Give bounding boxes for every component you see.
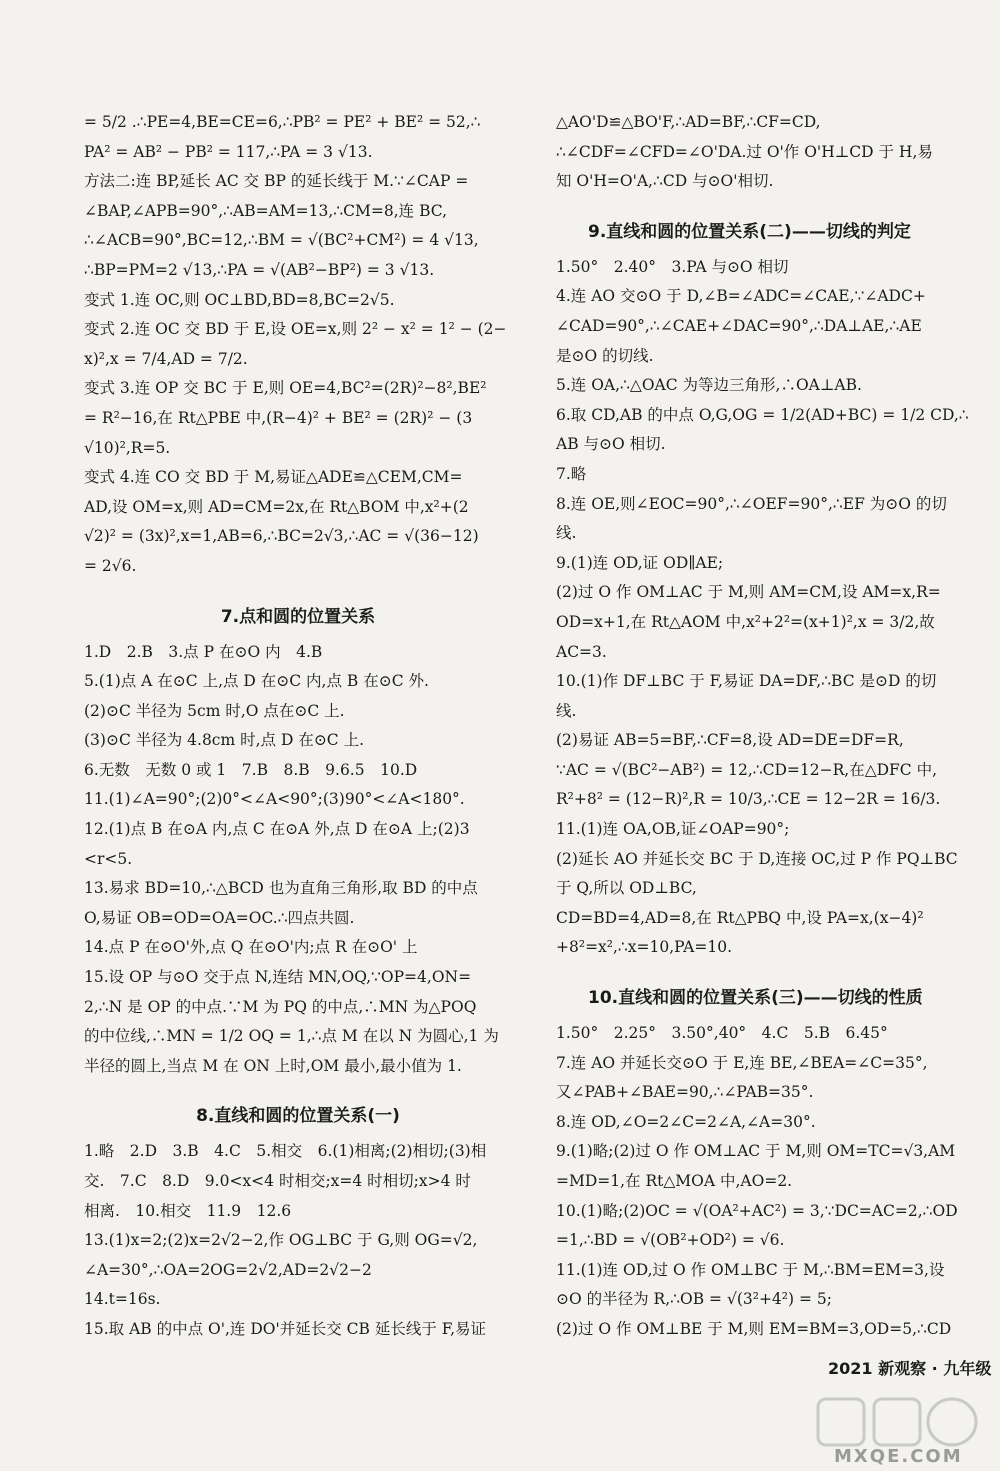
text-line: 方法二:连 BP,延长 AC 交 BP 的延长线于 M.∵∠CAP = — [84, 172, 469, 191]
section-gap — [556, 963, 992, 977]
text-line: O,易证 OB=OD=OA=OC.∴四点共圆. — [84, 908, 355, 927]
text-line: 11.(1)连 OD,过 O 作 OM⊥BC 于 M,∴BM=EM=3,设 — [556, 1260, 945, 1279]
text-line: 11.(1)连 OA,OB,证∠OAP=90°; — [556, 820, 790, 839]
text-line: =MD=1,在 Rt△MOA 中,AO=2. — [556, 1172, 793, 1190]
text-line: (2)过 O 作 OM⊥BE 于 M,则 EM=BM=3,OD=5,∴CD — [556, 1319, 952, 1338]
text-line: AC=3. — [556, 642, 607, 661]
text-line: 于 Q,所以 OD⊥BC, — [556, 879, 697, 898]
text-line: <r<5. — [84, 849, 133, 868]
text-line: (2)易证 AB=5=BF,∴CF=8,设 AD=DE=DF=R, — [556, 731, 904, 750]
text-line: 又∠PAB+∠BAE=90,∴∠PAB=35°. — [556, 1083, 814, 1102]
text-line: 相离. 10.相交 11.9 12.6 — [84, 1201, 292, 1220]
text-line: 变式 1.连 OC,则 OC⊥BD,BD=8,BC=2√5. — [84, 290, 395, 309]
text-line: = 2√6. — [84, 556, 137, 575]
text-line: 10.(1)略;(2)OC = √(OA²+AC²) = 3,∵DC=AC=2,∴OD — [556, 1201, 958, 1220]
text-line: 5.连 OA,∴△OAC 为等边三角形,∴OA⊥AB. — [556, 376, 862, 395]
text-line: 线. — [556, 701, 577, 720]
text-line: 15.取 AB 的中点 O',连 DO'并延长交 CB 延长线于 F,易证 — [84, 1319, 487, 1338]
text-line: ∠A=30°,∴OA=2OG=2√2,AD=2√2−2 — [84, 1260, 372, 1279]
text-line: OD=x+1,在 Rt△AOM 中,x²+2²=(x+1)²,x = 3/2,故 — [556, 612, 935, 631]
text-line: 4.连 AO 交⊙O 于 D,∠B=∠ADC=∠CAE,∵∠ADC+ — [556, 287, 926, 306]
text-line: = R²−16,在 Rt△PBE 中,(R−4)² + BE² = (2R)² − (3 — [84, 408, 473, 427]
text-line: √2)² = (3x)²,x=1,AB=6,∴BC=2√3,∴AC = √(36−12) — [84, 527, 479, 546]
text-line: (3)⊙C 半径为 4.8cm 时,点 D 在⊙C 上. — [84, 731, 365, 750]
text-line: = 5/2 .∴PE=4,BE=CE=6,∴PB² = PE² + BE² = 52,∴ — [84, 113, 481, 131]
text-line: x)²,x = 7/4,AD = 7/2. — [84, 349, 248, 368]
text-line: 2,∴N 是 OP 的中点.∵M 为 PQ 的中点,∴MN 为△POQ — [84, 997, 477, 1016]
section-gap — [84, 1081, 512, 1095]
text-line: 的中位线,∴MN = 1/2 OQ = 1,∴点 M 在以 N 为圆心,1 为 — [84, 1027, 499, 1046]
text-line: 9.(1)连 OD,证 OD∥AE; — [556, 553, 724, 572]
text-line: 1.50° 2.40° 3.PA 与⊙O 相切 — [556, 257, 789, 276]
text-line: 12.(1)点 B 在⊙A 内,点 C 在⊙A 外,点 D 在⊙A 上;(2)3 — [84, 820, 470, 839]
left-column — [84, 108, 512, 1345]
text-line: AD,设 OM=x,则 AD=CM=2x,在 Rt△BOM 中,x²+(2 — [84, 497, 469, 516]
text-line: AB 与⊙O 相切. — [556, 435, 666, 454]
text-line: 11.(1)∠A=90°;(2)0°<∠A<90°;(3)90°<∠A<180°. — [84, 790, 465, 809]
section-heading: 7.点和圆的位置关系 — [220, 606, 376, 627]
text-line: √10)²,R=5. — [84, 438, 171, 457]
text-line: +8²=x²,∴x=10,PA=10. — [556, 938, 733, 957]
text-line: 7.略 — [556, 464, 587, 483]
text-line: 6.取 CD,AB 的中点 O,G,OG = 1/2(AD+BC) = 1/2 CD,∴ — [556, 405, 969, 424]
section-heading: 8.直线和圆的位置关系(一) — [196, 1106, 400, 1127]
text-line: (2)过 O 作 OM⊥AC 于 M,则 AM=CM,设 AM=x,R= — [556, 583, 941, 602]
text-line: 1.D 2.B 3.点 P 在⊙O 内 4.B — [84, 642, 323, 661]
text-line: =1,∴BD = √(OB²+OD²) = √6. — [556, 1231, 785, 1250]
text-line: ∴∠ACB=90°,BC=12,∴BM = √(BC²+CM²) = 4 √13, — [84, 231, 479, 250]
section-heading: 9.直线和圆的位置关系(二)——切线的判定 — [588, 221, 911, 242]
text-line: △AO'D≌△BO'F,∴AD=BF,∴CF=CD, — [556, 113, 821, 131]
text-line: 1.50° 2.25° 3.50°,40° 4.C 5.B 6.45° — [556, 1024, 888, 1043]
text-line: 变式 4.连 CO 交 BD 于 M,易证△ADE≌△CEM,CM= — [84, 468, 463, 487]
text-line: 变式 2.连 OC 交 BD 于 E,设 OE=x,则 2² − x² = 1² − (2− — [84, 320, 507, 339]
text-line: ∴∠CDF=∠CFD=∠O'DA.过 O'作 O'H⊥CD 于 H,易 — [556, 142, 933, 161]
watermark-text: MXQE.COM — [834, 1446, 963, 1467]
text-line: (2)⊙C 半径为 5cm 时,O 点在⊙C 上. — [84, 701, 345, 720]
text-line: 8.连 OD,∠O=2∠C=2∠A,∠A=30°. — [556, 1112, 816, 1131]
text-line: ∴BP=PM=2 √13,∴PA = √(AB²−BP²) = 3 √13. — [84, 260, 435, 279]
text-line: ⊙O 的半径为 R,∴OB = √(3²+4²) = 5; — [556, 1290, 832, 1309]
text-line: 半径的圆上,当点 M 在 ON 上时,OM 最小,最小值为 1. — [84, 1056, 462, 1075]
text-line: 线. — [556, 524, 577, 543]
section-heading: 10.直线和圆的位置关系(三)——切线的性质 — [588, 988, 923, 1009]
section-gap — [84, 582, 512, 596]
text-line: R²+8² = (12−R)²,R = 10/3,∴CE = 12−2R = 16/3. — [556, 790, 941, 809]
text-line: ∠CAD=90°,∴∠CAE+∠DAC=90°,∴DA⊥AE,∴AE — [556, 316, 922, 335]
text-line: (2)延长 AO 并延长交 BC 于 D,连接 OC,过 P 作 PQ⊥BC — [556, 849, 958, 868]
text-line: 9.(1)略;(2)过 O 作 OM⊥AC 于 M,则 OM=TC=√3,AM — [556, 1142, 956, 1161]
text-line: 13.(1)x=2;(2)x=2√2−2,作 OG⊥BC 于 G,则 OG=√2, — [84, 1231, 478, 1250]
page-footer: 2021 新观察 · 九年级 — [828, 1359, 992, 1378]
text-line: CD=BD=4,AD=8,在 Rt△PBQ 中,设 PA=x,(x−4)² — [556, 908, 924, 927]
text-line: 交. 7.C 8.D 9.0<x<4 时相交;x=4 时相切;x>4 时 — [84, 1172, 471, 1190]
text-line: 14.t=16s. — [84, 1290, 161, 1309]
text-line: 6.无数 无数 0 或 1 7.B 8.B 9.6.5 10.D — [84, 760, 418, 779]
text-line: 7.连 AO 并延长交⊙O 于 E,连 BE,∠BEA=∠C=35°, — [556, 1053, 928, 1072]
text-line: ∠BAP,∠APB=90°,∴AB=AM=13,∴CM=8,连 BC, — [84, 201, 448, 220]
text-line: PA² = AB² − PB² = 117,∴PA = 3 √13. — [84, 142, 373, 161]
text-line: ∵AC = √(BC²−AB²) = 12,∴CD=12−R,在△DFC 中, — [556, 760, 938, 779]
text-line: 8.连 OE,则∠EOC=90°,∴∠OEF=90°,∴EF 为⊙O 的切 — [556, 494, 947, 513]
text-line: 14.点 P 在⊙O'外,点 Q 在⊙O'内;点 R 在⊙O' 上 — [84, 938, 418, 957]
text-line: 知 O'H=O'A,∴CD 与⊙O'相切. — [556, 172, 774, 191]
text-line: 10.(1)作 DF⊥BC 于 F,易证 DA=DF,∴BC 是⊙D 的切 — [556, 672, 937, 691]
section-gap — [556, 197, 992, 211]
text-line: 是⊙O 的切线. — [556, 346, 654, 365]
text-line: 5.(1)点 A 在⊙C 上,点 D 在⊙C 内,点 B 在⊙C 外. — [84, 672, 429, 691]
text-line: 1.略 2.D 3.B 4.C 5.相交 6.(1)相离;(2)相切;(3)相 — [84, 1142, 487, 1161]
right-column — [556, 108, 992, 1345]
text-line: 15.设 OP 与⊙O 交于点 N,连结 MN,OQ,∵OP=4,ON= — [84, 968, 472, 987]
text-line: 变式 3.连 OP 交 BC 于 E,则 OE=4,BC²=(2R)²−8²,BE² — [84, 379, 487, 398]
text-line: 13.易求 BD=10,∴△BCD 也为直角三角形,取 BD 的中点 — [84, 879, 478, 898]
